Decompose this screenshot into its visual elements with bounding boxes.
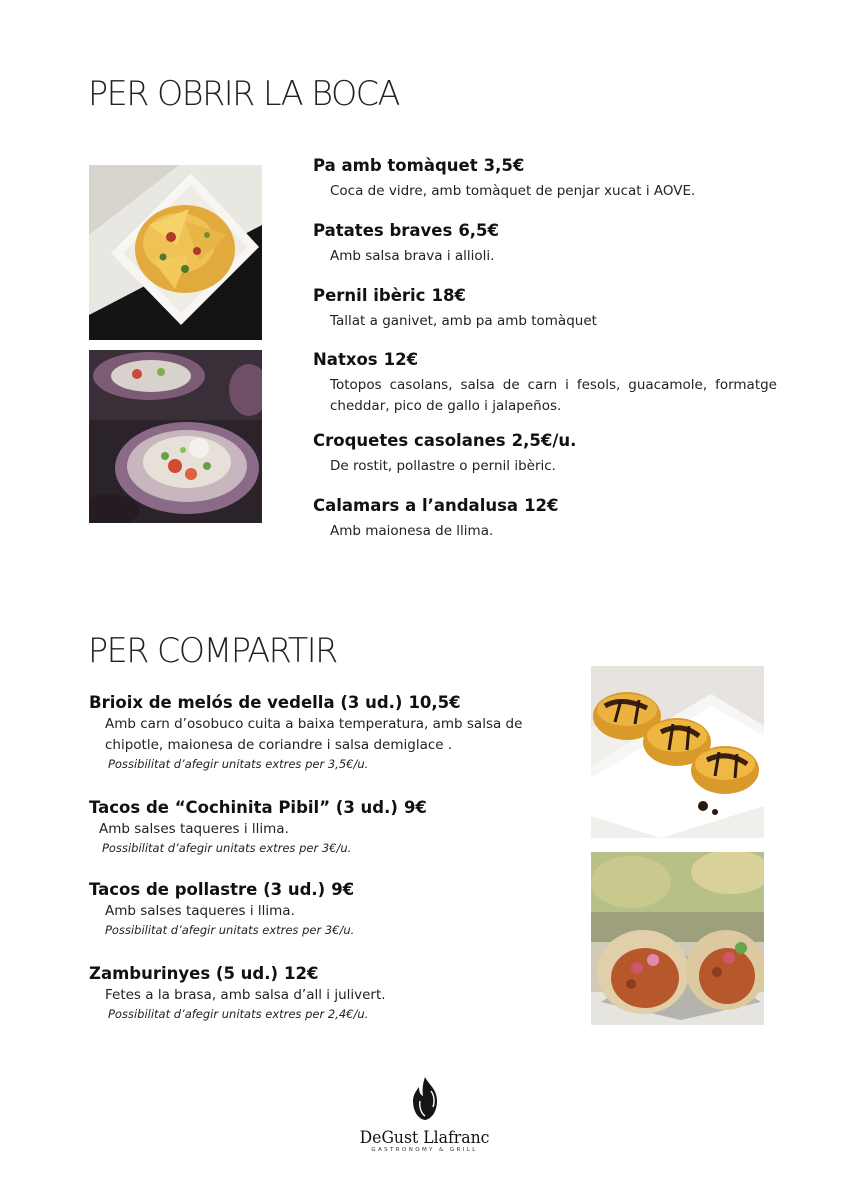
logo-name: DeGust Llafranc: [359, 1128, 490, 1148]
brioche-photo: [591, 666, 764, 838]
item-name: Tacos de pollastre (3 ud.) 9€: [89, 880, 355, 899]
item-description: Amb maionesa de llima.: [330, 523, 494, 539]
menu-item-tacos-de-pollastre: [89, 880, 354, 937]
menu-item-brioix-de-melos: [89, 693, 545, 771]
item-name: Calamars a l’andalusa 12€: [313, 496, 559, 515]
item-price: 9€: [331, 880, 355, 899]
menu-item-tacos-cochinita-pibil: [89, 798, 427, 855]
item-name: Croquetes casolanes 2,5€/u.: [313, 431, 577, 450]
item-name: Brioix de melós de vedella (3 ud.) 10,5€: [89, 693, 461, 712]
item-description: Tallat a ganivet, amb pa amb tomàquet: [330, 313, 597, 329]
item-price: 10,5€: [408, 693, 461, 712]
tacos-photo: [591, 852, 764, 1025]
item-note: Possibilitat d’afegir unitats extres per 3€/u.: [102, 841, 352, 855]
item-price: 18€: [431, 286, 466, 305]
item-note: Possibilitat d’afegir unitats extres per 3€/u.: [105, 923, 355, 937]
item-description: Amb salses taqueres i llima.: [99, 821, 289, 837]
menu-item-natxos: [313, 350, 777, 417]
item-price: 12€: [524, 496, 559, 515]
item-name: Pa amb tomàquet 3,5€: [313, 156, 525, 175]
section-title-per-compartir: PER COMPARTIR: [88, 631, 337, 671]
item-description: Amb salses taqueres i llima.: [105, 903, 295, 919]
flame-icon: [0, 1075, 849, 1126]
item-description: Amb salsa brava i allioli.: [330, 248, 495, 264]
item-price: 6,5€: [458, 221, 500, 240]
item-note: Possibilitat d’afegir unitats extres per 2,4€/u.: [108, 1007, 369, 1021]
menu-item-pernil-iberic: [313, 286, 597, 332]
restaurant-logo: [0, 1075, 849, 1153]
menu-item-pa-amb-tomaquet: [313, 156, 695, 202]
item-name: Tacos de “Cochinita Pibil” (3 ud.) 9€: [89, 798, 427, 817]
scallops-photo: [89, 350, 262, 523]
menu-item-zamburinyes: [89, 964, 386, 1021]
item-price: 9€: [403, 798, 427, 817]
menu-item-croquetes-casolanes: [313, 431, 576, 477]
item-name: Zamburinyes (5 ud.) 12€: [89, 964, 319, 983]
item-description: Amb carn d’osobuco cuita a baixa temperatura, amb salsa de chipotle, maionesa de coriandre i salsa demiglace .: [105, 716, 523, 753]
item-price: 2,5€/u.: [511, 431, 577, 450]
item-description: De rostit, pollastre o pernil ibèric.: [330, 458, 556, 474]
logo-tagline: GASTRONOMY & GRILL: [371, 1147, 478, 1153]
item-description: Fetes a la brasa, amb salsa d’all i julivert.: [105, 987, 386, 1003]
menu-item-calamars-a-landalusa: [313, 496, 559, 542]
item-description: Coca de vidre, amb tomàquet de penjar xucat i AOVE.: [330, 183, 696, 199]
nachos-photo: [89, 165, 262, 340]
item-price: 12€: [383, 350, 419, 369]
item-name: Patates braves 6,5€: [313, 221, 500, 240]
item-price: 3,5€: [483, 156, 525, 175]
item-note: Possibilitat d’afegir unitats extres per 3,5€/u.: [108, 757, 369, 771]
menu-item-patates-braves: [313, 221, 499, 267]
section-title-per-obrir-la-boca: PER OBRIR LA BOCA: [88, 74, 399, 114]
item-price: 12€: [284, 964, 319, 983]
item-name: Natxos 12€: [313, 350, 419, 369]
item-name: Pernil ibèric 18€: [313, 286, 466, 305]
item-description: Totopos casolans, salsa de carn i fesols, guacamole, formatge cheddar, pico de gallo i jalapeños.: [330, 377, 777, 414]
